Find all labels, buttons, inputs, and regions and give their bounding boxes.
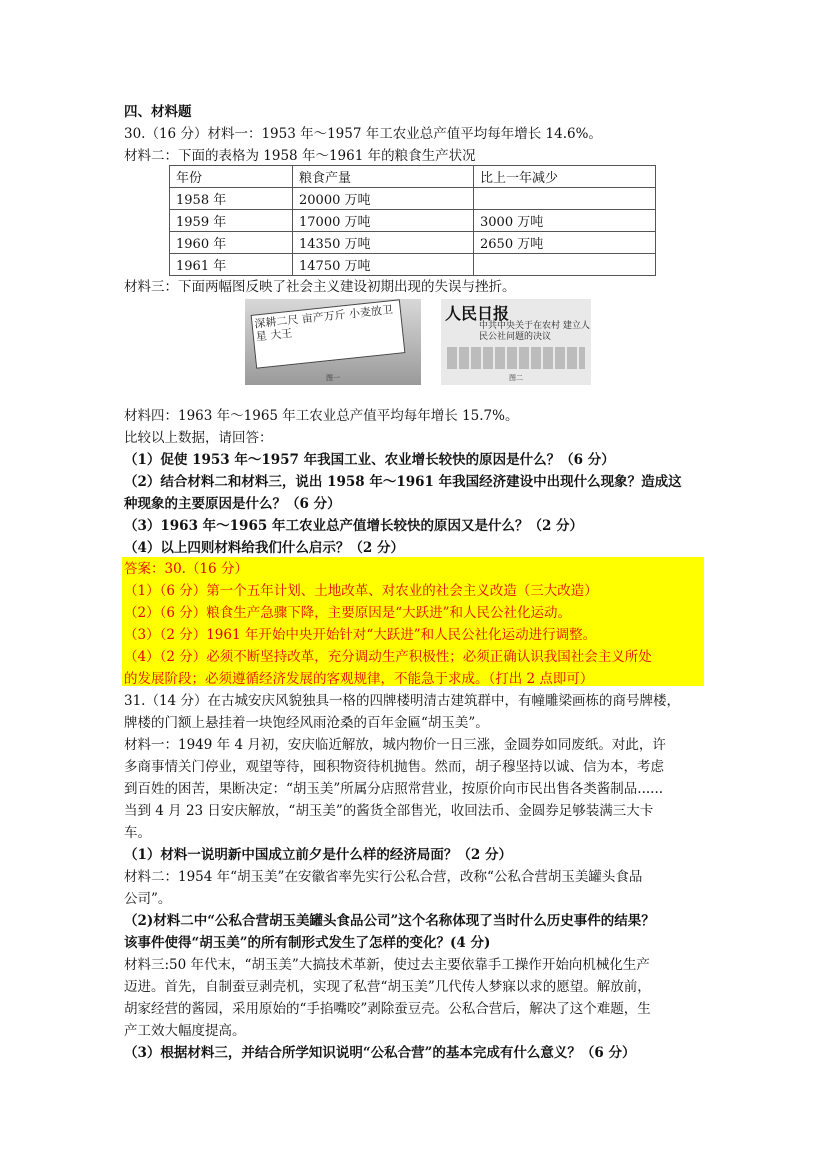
q30-material4: 材料四：1963 年～1965 年工农业总产值平均每年增长 15.7%。 bbox=[124, 408, 519, 424]
grain-production-table bbox=[169, 165, 656, 276]
q31-material2-line: 公司”。 bbox=[124, 891, 172, 907]
q31-material1-line: 材料一：1949 年 4 月初，安庆临近解放，城内物价一日三涨，金圆券如同废纸。对此，许 bbox=[124, 737, 666, 753]
q30-question-2: （2）结合材料二和材料三，说出 1958 年～1961 年我国经济建设中出现什么现象？造成这 bbox=[124, 474, 682, 490]
q31-question-1: （1）材料一说明新中国成立前夕是什么样的经济局面？（2 分） bbox=[124, 847, 512, 863]
q31-material1-line: 到百姓的困苦，果断决定：“胡玉美”所属分店照常营业，按原价向市民出售各类酱制品...... bbox=[124, 781, 664, 797]
table-cell: 1961 年 bbox=[170, 254, 293, 276]
table-cell: 1959 年 bbox=[170, 210, 293, 232]
q31-intro-line: 牌楼的门额上悬挂着一块饱经风雨沧桑的百年金匾“胡玉美”。 bbox=[124, 715, 489, 731]
q30-answer-1: （1）（6 分）第一个五年计划、土地改革、对农业的社会主义改造（三大改造） bbox=[124, 583, 598, 599]
figure1-photo bbox=[245, 299, 421, 385]
q30-answer-4: （4）（2 分）必须不断坚持改革，充分调动生产积极性；必须正确认识我国社会主义所处 bbox=[124, 649, 652, 665]
table-cell: 14350 万吨 bbox=[293, 232, 474, 254]
q31-material3-line: 产工效大幅度提高。 bbox=[124, 1023, 246, 1039]
q30-prompt: 比较以上数据，请回答： bbox=[124, 430, 273, 446]
q31-material1-line: 当到 4 月 23 日安庆解放，“胡玉美”的酱货全部售光，收回法币、金圆券足够装满三大卡 bbox=[124, 803, 654, 819]
table-header-cell: 粮食产量 bbox=[293, 166, 474, 188]
figure2-newspaper bbox=[441, 299, 591, 385]
q30-question-1: （1）促使 1953 年～1957 年我国工业、农业增长较快的原因是什么？（6 分） bbox=[124, 452, 615, 468]
figure1-caption: 图一 bbox=[326, 374, 340, 382]
table-cell: 1958 年 bbox=[170, 188, 293, 210]
q31-material1-line: 多商事情关门停业，观望等待，囤积物资待机抛售。然而，胡子穆坚持以诚、信为本，考虑 bbox=[124, 759, 664, 775]
table-cell bbox=[474, 188, 656, 210]
table-cell bbox=[474, 254, 656, 276]
q31-question-2-cont: 该事件使得“胡玉美”的所有制形式发生了怎样的变化？(4 分) bbox=[124, 935, 491, 951]
q30-question-4: （4）以上四则材料给我们什么启示？（2 分） bbox=[124, 540, 404, 556]
figure1-banner: 深耕二尺 亩产万斤 小麦放卫星 大王 bbox=[251, 299, 406, 368]
table-cell: 1960 年 bbox=[170, 232, 293, 254]
q30-answer-2: （2）（6 分）粮食生产急骤下降，主要原因是“大跃进”和人民公社化运动。 bbox=[124, 605, 572, 621]
table-row bbox=[170, 232, 656, 254]
table-header-row bbox=[170, 166, 656, 188]
q31-material3-line: 材料三:50 年代末，“胡玉美”大搞技术革新，使过去主要依靠手工操作开始向机械化生产 bbox=[124, 957, 650, 973]
q30-answer-4-cont: 的发展阶段；必须遵循经济发展的客观规律，不能急于求成。（打出 2 点即可） bbox=[124, 671, 594, 687]
table-header-cell: 比上一年减少 bbox=[474, 166, 656, 188]
figure-pair bbox=[245, 299, 590, 385]
table-cell: 14750 万吨 bbox=[293, 254, 474, 276]
q31-material3-line: 迈进。首先，自制蚕豆剥壳机，实现了私营“胡玉美”几代传人梦寐以求的愿望。解放前， bbox=[124, 979, 651, 995]
q31-question-2: （2)材料二中“公私合营胡玉美罐头食品公司”这个名称体现了当时什么历史事件的结果？ bbox=[124, 913, 655, 929]
q31-question-3: （3）根据材料三，并结合所学知识说明“公私合营”的基本完成有什么意义？（6 分） bbox=[124, 1045, 636, 1061]
newspaper-headline: 中共中央关于在农村 建立人民公社问题的决议 bbox=[479, 321, 590, 342]
table-cell: 2650 万吨 bbox=[474, 232, 656, 254]
q30-answer-3: （3）（2 分）1961 年开始中央开始针对“大跃进”和人民公社化运动进行调整。 bbox=[124, 627, 597, 643]
section-title: 四、材料题 bbox=[124, 104, 192, 120]
table-header-cell: 年份 bbox=[170, 166, 293, 188]
q30-answer-title: 答案：30.（16 分） bbox=[124, 561, 248, 577]
newspaper-text-columns bbox=[447, 347, 585, 369]
table-cell: 3000 万吨 bbox=[474, 210, 656, 232]
table-cell: 17000 万吨 bbox=[293, 210, 474, 232]
q30-question-3: （3）1963 年～1965 年工农业总产值增长较快的原因又是什么？（2 分） bbox=[124, 518, 584, 534]
table-cell: 20000 万吨 bbox=[293, 188, 474, 210]
table-row bbox=[170, 254, 656, 276]
figure2-caption: 图二 bbox=[509, 374, 523, 382]
newspaper-masthead: 人民日报 bbox=[445, 304, 510, 323]
q31-material3-line: 胡家经营的酱园，采用原始的“手掐嘴咬”剥除蚕豆壳。公私合营后，解决了这个难题，生 bbox=[124, 1001, 651, 1017]
q31-material2-line: 材料二：1954 年“胡玉美”在安徽省率先实行公私合营，改称“公私合营胡玉美罐头食品 bbox=[124, 869, 643, 885]
q30-material2-intro: 材料二：下面的表格为 1958 年～1961 年的粮食生产状况 bbox=[124, 148, 476, 164]
q30-header: 30.（16 分）材料一：1953 年～1957 年工农业总产值平均每年增长 14.6%。 bbox=[124, 126, 602, 142]
table-row bbox=[170, 188, 656, 210]
q30-material3-intro: 材料三：下面两幅图反映了社会主义建设初期出现的失误与挫折。 bbox=[124, 279, 516, 295]
q30-question-2-cont: 种现象的主要原因是什么？（6 分） bbox=[124, 496, 341, 512]
q31-intro-line: 31.（14 分）在古城安庆风貌独具一格的四牌楼明清古建筑群中，有幢雕梁画栋的商号牌楼， bbox=[124, 693, 680, 709]
q31-material1-line: 车。 bbox=[124, 825, 151, 841]
table-row bbox=[170, 210, 656, 232]
